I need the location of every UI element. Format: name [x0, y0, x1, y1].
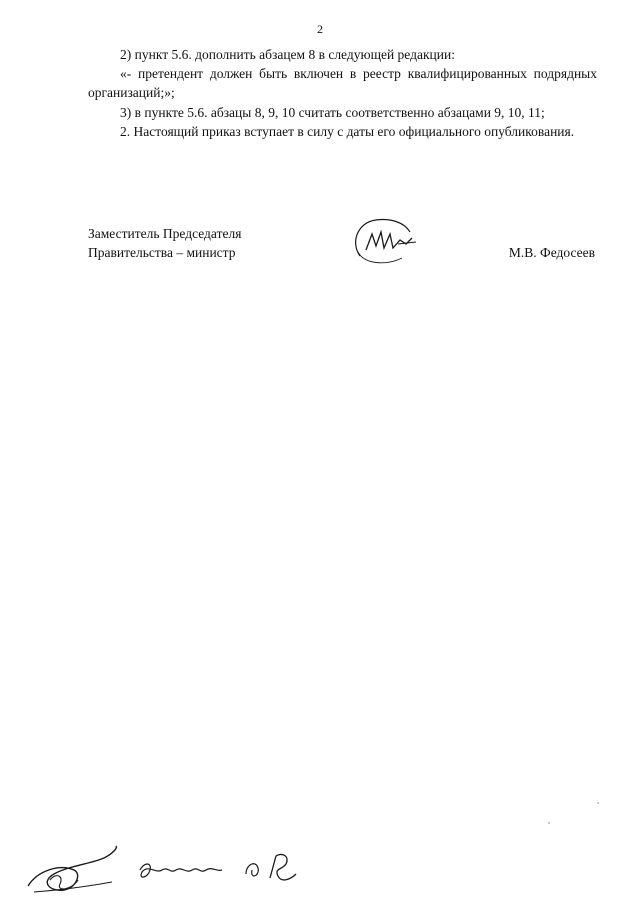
handwritten-signature-icon	[346, 212, 424, 268]
paragraph-item-2: 2) пункт 5.6. дополнить абзацем 8 в следующей редакции:	[120, 47, 455, 62]
handwritten-note-icon	[20, 840, 300, 902]
signatory-name: М.В. Федосеев	[508, 245, 595, 260]
paragraph-effective-date: 2. Настоящий приказ вступает в силу с даты его официального опубликования.	[120, 123, 575, 139]
document-body	[88, 45, 597, 141]
paragraph-item-3: 3) в пункте 5.6. абзацы 8, 9, 10 считать соответственно абзацами 9, 10, 11;	[120, 104, 545, 120]
signatory-title-line-2: Правительства – министр	[88, 245, 236, 261]
scan-speck	[597, 802, 599, 804]
signatory-title	[88, 224, 241, 262]
signatory-title-line-1: Заместитель Председателя	[88, 226, 242, 241]
page-number: 2	[317, 22, 323, 36]
paragraph-quoted-text: «- претендент должен быть включен в реестр квалифицированных подрядных организаций;»;	[88, 66, 597, 101]
scan-speck	[548, 822, 550, 824]
signature-block	[88, 224, 597, 274]
